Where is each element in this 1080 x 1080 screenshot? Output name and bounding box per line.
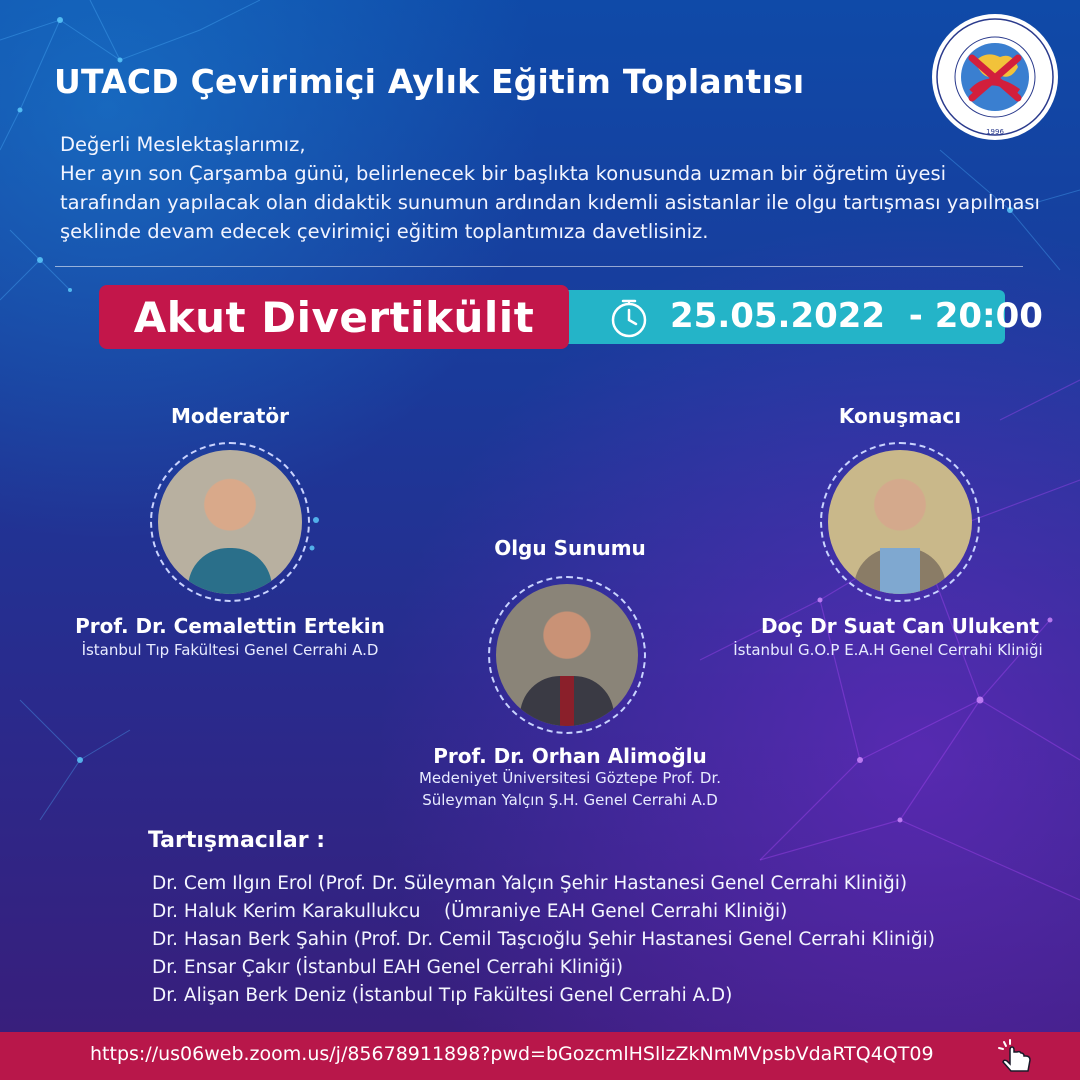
speaker-name: Doç Dr Suat Can Ulukent xyxy=(760,614,1040,638)
case-presenter-institution-2: Süleyman Yalçın Ş.H. Genel Cerrahi A.D xyxy=(422,791,718,809)
speaker-role: Konuşmacı xyxy=(838,404,962,428)
clock-icon xyxy=(608,297,650,339)
case-presenter-role: Olgu Sunumu xyxy=(494,536,646,560)
case-presenter-name: Prof. Dr. Orhan Alimoğlu xyxy=(433,744,707,768)
zoom-link[interactable]: https://us06web.zoom.us/j/85678911898?pwd=bGozcmlHSllzZkNmMVpsbVdaRTQ4QT09 xyxy=(90,1043,934,1065)
list-item: Dr. Ensar Çakır (İstanbul EAH Genel Cerrahi Kliniği) xyxy=(152,957,624,978)
topic-box xyxy=(99,285,569,349)
intro-body: Her ayın son Çarşamba günü, belirlenecek bir başlıkta konusunda uzman bir öğretim üyesi tarafından yapılacak olan didaktik sunumun ardından kıdemli asistanlar ile olgu tartışması yapılması şeklinde devam edecek çevirimiçi eğitim toplantımıza davetlisiniz. xyxy=(60,162,1040,243)
list-item: Dr. Alişan Berk Deniz (İstanbul Tıp Fakültesi Genel Cerrahi A.D) xyxy=(152,985,733,1006)
pointer-hand-icon[interactable] xyxy=(996,1038,1036,1074)
moderator-name: Prof. Dr. Cemalettin Ertekin xyxy=(75,614,385,638)
page-title: UTACD Çevirimiçi Aylık Eğitim Toplantısı xyxy=(54,62,805,101)
association-seal-icon xyxy=(930,12,1060,142)
case-presenter-institution-1: Medeniyet Üniversitesi Göztepe Prof. Dr. xyxy=(418,769,722,787)
logo-year: 1996 xyxy=(986,128,1004,136)
discussants-list xyxy=(152,870,935,1010)
divider xyxy=(55,266,1023,267)
list-item: Dr. Hasan Berk Şahin (Prof. Dr. Cemil Taşcıoğlu Şehir Hastanesi Genel Cerrahi Kliniği) xyxy=(152,929,935,950)
discussants-title: Tartışmacılar : xyxy=(148,828,326,853)
intro-greeting: Değerli Meslektaşlarımız, xyxy=(60,133,306,156)
speaker-avatar xyxy=(828,450,972,594)
moderator-institution: İstanbul Tıp Fakültesi Genel Cerrahi A.D xyxy=(81,641,379,659)
intro-text xyxy=(60,130,1050,246)
list-item: Dr. Cem Ilgın Erol (Prof. Dr. Süleyman Yalçın Şehir Hastanesi Genel Cerrahi Kliniği) xyxy=(152,873,908,894)
speaker-institution: İstanbul G.O.P E.A.H Genel Cerrahi Kliniği xyxy=(733,641,1043,659)
event-topic: Akut Divertikülit xyxy=(133,292,535,342)
list-item: Dr. Haluk Kerim Karakullukcu (Ümraniye EAH Genel Cerrahi Kliniği) xyxy=(152,901,788,922)
moderator-avatar xyxy=(158,450,302,594)
event-datetime: 25.05.2022 - 20:00 xyxy=(670,296,1043,336)
moderator-role: Moderatör xyxy=(170,404,290,428)
case-presenter-avatar xyxy=(496,584,638,726)
